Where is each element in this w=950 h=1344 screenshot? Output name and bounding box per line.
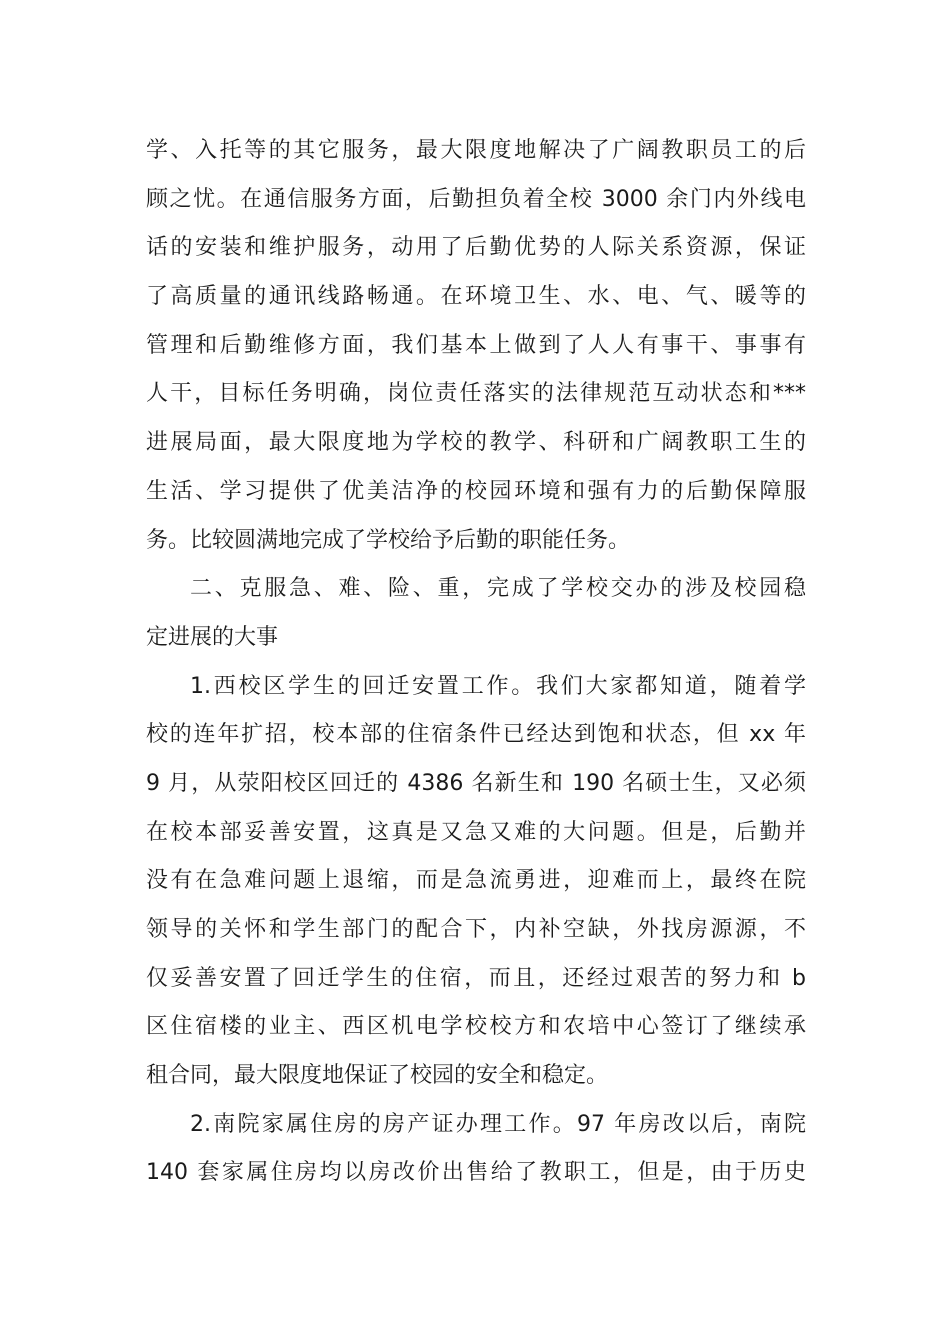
text-line: 顾之忧。在通信服务方面，后勤担负着全校 3000 余门内外线电 [146, 186, 806, 212]
text-line: 话的安装和维护服务，动用了后勤优势的人际关系资源，保证 [146, 235, 806, 261]
text-line: 9 月，从荥阳校区回迁的 4386 名新生和 190 名硕士生，又必须 [146, 770, 806, 796]
text-line: 2.南院家属住房的房产证办理工作。97 年房改以后，南院 [190, 1111, 806, 1137]
text-line: 人干，目标任务明确，岗位责任落实的法律规范互动状态和*** [146, 381, 806, 407]
section-heading-line: 二、克服急、难、险、重，完成了学校交办的涉及校园稳 [190, 576, 806, 602]
text-line: 务。比较圆满地完成了学校给予后勤的职能任务。 [146, 527, 631, 553]
text-line: 区住宿楼的业主、西区机电学校校方和农培中心签订了继续承 [146, 1014, 806, 1040]
text-line: 没有在急难问题上退缩，而是急流勇进，迎难而上，最终在院 [146, 868, 806, 894]
text-line: 仅妥善安置了回迁学生的住宿，而且，还经过艰苦的努力和 b [146, 965, 806, 991]
text-line: 在校本部妥善安置，这真是又急又难的大问题。但是，后勤并 [146, 819, 806, 845]
text-line: 进展局面，最大限度地为学校的教学、科研和广阔教职工生的 [146, 430, 806, 456]
text-line: 领导的关怀和学生部门的配合下，内补空缺，外找房源源，不 [146, 917, 806, 942]
text-line: 生活、学习提供了优美洁净的校园环境和强有力的后勤保障服 [146, 478, 806, 504]
text-line: 1.西校区学生的回迁安置工作。我们大家都知道，随着学 [190, 673, 806, 699]
text-line: 学、入托等的其它服务，最大限度地解决了广阔教职员工的后 [146, 138, 806, 163]
text-line: 校的连年扩招，校本部的住宿条件已经达到饱和状态，但 xx 年 [146, 722, 806, 748]
text-line: 140 套家属住房均以房改价出售给了教职工，但是，由于历史 [146, 1160, 806, 1186]
text-line: 了高质量的通讯线路畅通。在环境卫生、水、电、气、暖等的 [146, 284, 806, 310]
text-line: 租合同，最大限度地保证了校园的安全和稳定。 [146, 1063, 609, 1089]
section-heading-line: 定进展的大事 [146, 624, 279, 650]
document-body [146, 127, 806, 1198]
text-line: 管理和后勤维修方面，我们基本上做到了人人有事干、事事有 [146, 332, 806, 358]
